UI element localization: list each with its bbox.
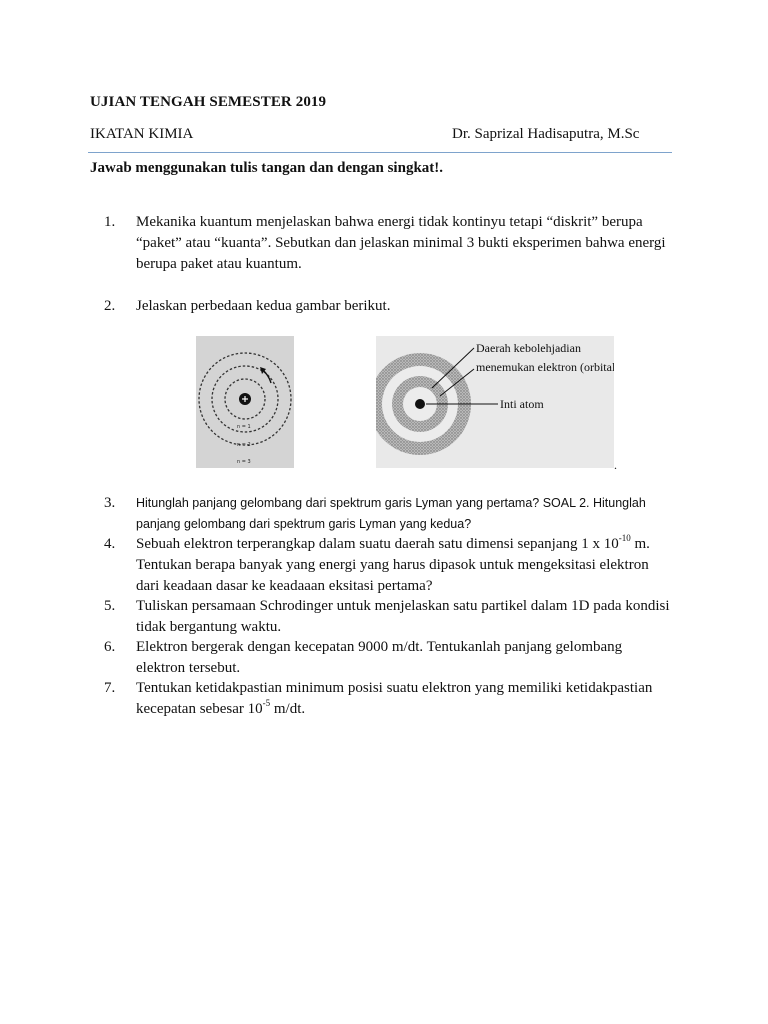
question-number: 7. (104, 680, 116, 696)
orbit-label: n = 1 (237, 424, 251, 430)
question-number: 1. (104, 214, 116, 230)
question-number: 3. (104, 495, 116, 511)
lecturer-name: Dr. Saprizal Hadisaputra, M.Sc (452, 126, 640, 142)
orbital-model-diagram (376, 336, 614, 468)
bohr-model-figure (196, 336, 294, 468)
question-text: Jelaskan perbedaan kedua gambar berikut. (136, 298, 391, 314)
question-number: 5. (104, 598, 116, 614)
figure-trailing-dot: . (614, 458, 617, 472)
question-number: 4. (104, 536, 116, 552)
exponent: -5 (262, 698, 271, 708)
question-7 (104, 678, 674, 720)
question-3 (104, 493, 674, 535)
question-1 (104, 212, 674, 275)
question-2 (104, 296, 674, 317)
question-text: Sebuah elektron terperangkap dalam suatu daerah satu dimensi sepanjang 1 x $10^{-10}$ m. Tentukan berapa banyak yang energi yang harus dipasok untuk mengeksitasi elektron dari keadaan dasar ke keadaaan eksitasi pertama? (136, 533, 650, 594)
question-number: 6. (104, 639, 116, 655)
question-text: Tentukan ketidakpastian minimum posisi suatu elektron yang memiliki ketidakpastian kecepatan sebesar $10^{-5}$ m/dt. (136, 680, 653, 717)
orbit-label: n = 2 (237, 442, 251, 448)
question-4 (104, 534, 674, 597)
question-text: Mekanika kuantum menjelaskan bahwa energi tidak kontinyu tetapi “diskrit” berupa “paket” atau “kuanta”. Sebutkan dan jelaskan minimal 3 bukti eksperimen bahwa energi berupa paket atau kuantum. (136, 214, 666, 272)
orbital-model-figure (376, 336, 614, 468)
question-text: Elektron bergerak dengan kecepatan 9000 m/dt. Tentukanlah panjang gelombang elektron tersebut. (136, 639, 623, 676)
question-6 (104, 637, 674, 679)
question-number: 2. (104, 298, 116, 314)
orbital-label-line2: menemukan elektron (orbital) (476, 360, 614, 374)
electron-jump-arrow-icon (263, 370, 271, 383)
question-5 (104, 596, 674, 638)
bohr-model-diagram (196, 336, 294, 468)
nucleus-icon (415, 399, 425, 409)
orbit-label: n = 3 (237, 459, 251, 465)
course-name: IKATAN KIMIA (90, 126, 194, 142)
exam-title: UJIAN TENGAH SEMESTER 2019 (90, 94, 327, 110)
nucleus-label: Inti atom (500, 397, 544, 411)
question-text: Tuliskan persamaan Schrodinger untuk menjelaskan satu partikel dalam 1D pada kondisi tidak bergantung waktu. (136, 598, 670, 635)
question-text: Hitunglah panjang gelombang dari spektrum garis Lyman yang pertama? SOAL 2. Hitunglah panjang gelombang dari spektrum garis Lyman yang kedua? (136, 496, 646, 531)
instruction-text: Jawab menggunakan tulis tangan dan dengan singkat!. (90, 160, 444, 176)
header-divider (88, 152, 672, 153)
orbital-label-line1: Daerah kebolehjadian (476, 341, 581, 355)
exponent: -10 (618, 533, 631, 543)
